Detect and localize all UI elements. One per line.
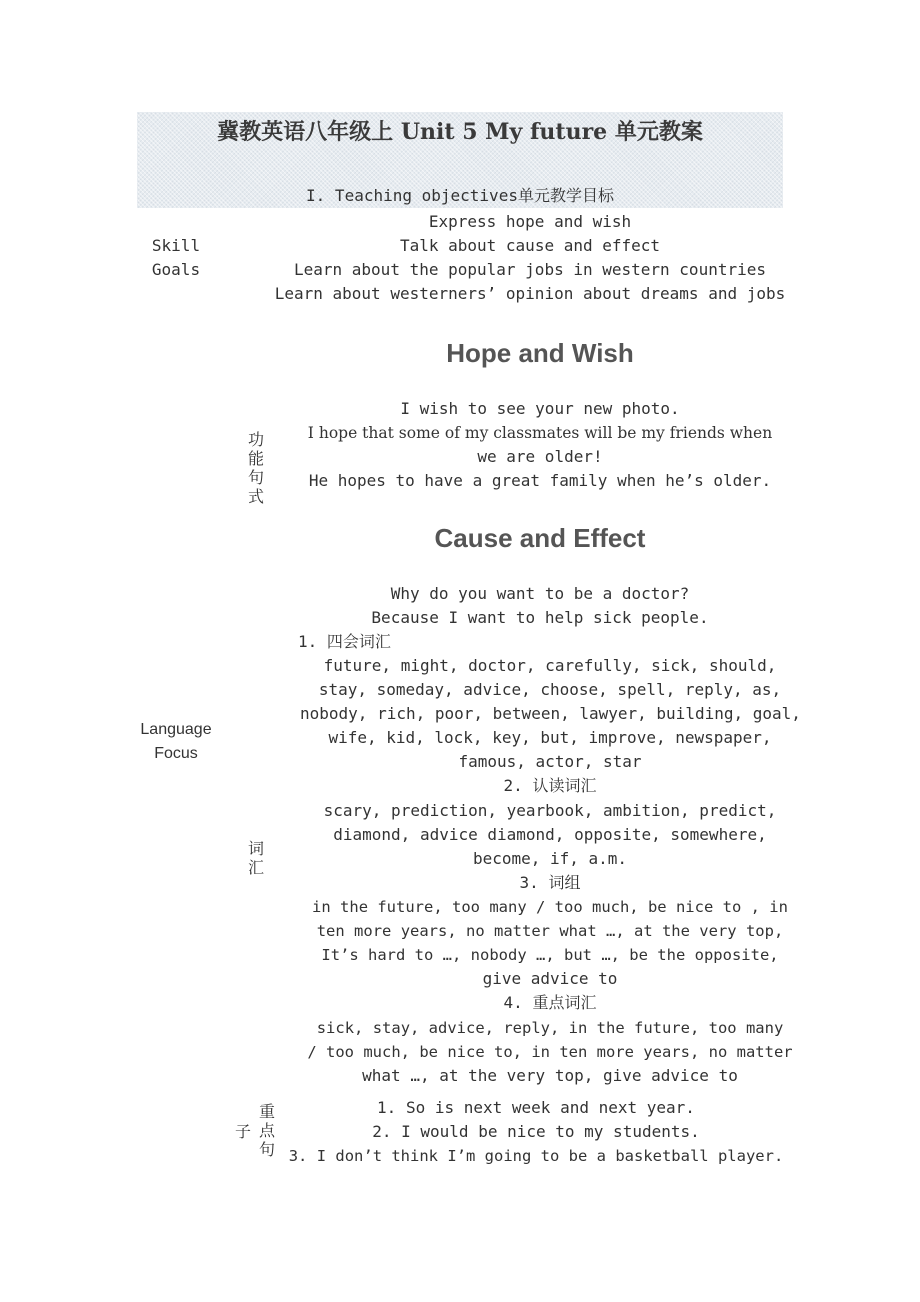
vocab-line: diamond, advice diamond, opposite, somewhere, — [333, 825, 767, 844]
vocab-line: famous, actor, star — [458, 752, 642, 771]
hope-wish-sentence: I wish to see your new photo. — [400, 399, 680, 418]
cause-effect-sentence: Why do you want to be a doctor? — [390, 584, 690, 603]
vocab-line: It’s hard to …, nobody …, but …, be the opposite, — [321, 946, 779, 964]
vocab-line: ten more years, no matter what …, at the very top, — [316, 922, 784, 940]
function-label-char: 功 — [247, 430, 264, 449]
key-sentence-label-char: 点 — [258, 1121, 275, 1140]
language-focus-label-line2: Focus — [154, 745, 198, 762]
vocab-line: give advice to — [482, 969, 618, 988]
vocab-line: sick, stay, advice, reply, in the future, too many — [316, 1019, 784, 1037]
vocab-line: in the future, too many / too much, be nice to , in — [312, 898, 788, 916]
section-heading: I. Teaching objectives单元教学目标 — [306, 186, 614, 205]
vocab-line: stay, someday, advice, choose, spell, reply, as, — [318, 680, 782, 699]
function-label-char: 句 — [247, 468, 264, 487]
vocab-label-char: 汇 — [247, 858, 264, 877]
key-sentence: 2. I would be nice to my students. — [372, 1122, 700, 1141]
document-title: 冀教英语八年级上 Unit 5 My future 单元教案 — [217, 119, 703, 145]
skill-goals-label-line1: Skill — [151, 236, 201, 255]
vocab-label-char: 词 — [247, 839, 264, 858]
vocab-line: scary, prediction, yearbook, ambition, predict, — [323, 801, 777, 820]
skill-goal-item: Express hope and wish — [428, 212, 632, 231]
language-focus-label — [131, 718, 221, 766]
vocab-group-title: 1. 四会词汇 — [298, 632, 391, 651]
skill-goal-item: Talk about cause and effect — [399, 236, 661, 255]
hope-wish-sentence: I hope that some of my classmates will be my friends when — [307, 424, 773, 442]
function-label-char: 能 — [247, 449, 264, 468]
key-sentence-label-char: 重 — [258, 1102, 275, 1121]
vocab-line: nobody, rich, poor, between, lawyer, building, goal, — [300, 704, 801, 723]
cause-effect-heading: Cause and Effect — [434, 523, 646, 553]
skill-goal-item: Learn about westerners’ opinion about dreams and jobs — [274, 284, 786, 303]
vocab-line: wife, kid, lock, key, but, improve, newspaper, — [328, 728, 772, 747]
key-sentence-label-char: 句 — [258, 1140, 275, 1159]
vocab-group-title: 2. 认读词汇 — [503, 776, 597, 795]
key-sentence-label-char: 子 — [234, 1122, 251, 1141]
vocab-line: future, might, doctor, carefully, sick, should, — [323, 656, 777, 675]
vocab-line: become, if, a.m. — [472, 849, 628, 868]
vocab-line: / too much, be nice to, in ten more years, no matter — [307, 1043, 793, 1061]
hope-wish-sentence: He hopes to have a great family when he’s older. — [308, 471, 772, 490]
vocab-group-title: 3. 词组 — [519, 873, 581, 892]
key-sentence: 1. So is next week and next year. — [377, 1098, 695, 1117]
skill-goals-label-line2: Goals — [151, 260, 201, 279]
skill-goals-label — [131, 234, 221, 282]
function-label-char: 式 — [247, 487, 264, 506]
language-focus-label-line1: Language — [140, 721, 212, 738]
vocab-line: what …, at the very top, give advice to — [362, 1066, 738, 1085]
skill-goal-item: Learn about the popular jobs in western countries — [293, 260, 766, 279]
hope-wish-heading: Hope and Wish — [446, 338, 634, 368]
cause-effect-sentence: Because I want to help sick people. — [371, 608, 709, 627]
hope-wish-sentence: we are older! — [477, 447, 603, 466]
vocab-group-title: 4. 重点词汇 — [503, 993, 597, 1012]
key-sentence: 3. I don’t think I’m going to be a basketball player. — [288, 1147, 784, 1165]
